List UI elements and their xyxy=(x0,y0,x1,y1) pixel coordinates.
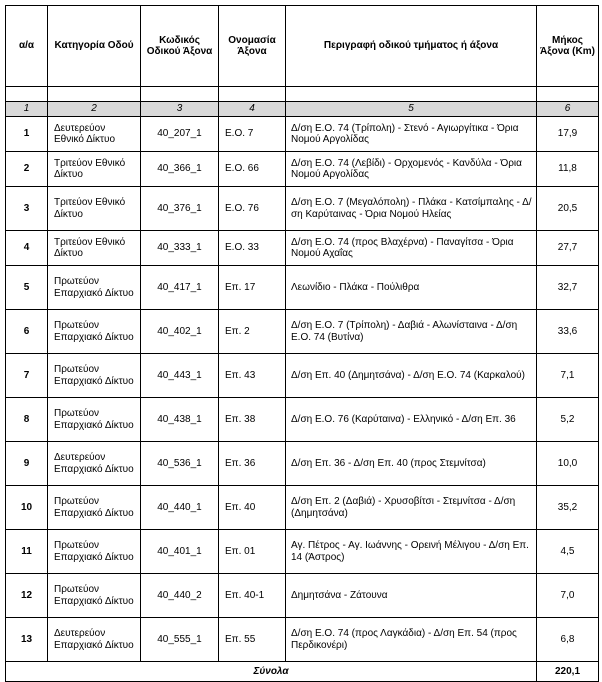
row-aa: 3 xyxy=(6,187,48,231)
column-number: 3 xyxy=(141,102,219,117)
table-row xyxy=(6,398,599,442)
row-aa: 11 xyxy=(6,530,48,574)
roads-table xyxy=(5,5,599,682)
row-code: 40_536_1 xyxy=(141,442,219,486)
row-category: Πρωτεύον Επαρχιακό Δίκτυο xyxy=(48,310,141,354)
total-value: 220,1 xyxy=(537,662,599,682)
row-code: 40_440_1 xyxy=(141,486,219,530)
row-description: Δ/ση Ε.Ο. 74 (Τρίπολη) - Στενό - Αγιωργίτικα - Όρια Νομού Αργολίδας xyxy=(286,117,537,152)
table-row xyxy=(6,117,599,152)
row-category: Πρωτεύον Επαρχιακό Δίκτυο xyxy=(48,486,141,530)
row-category: Πρωτεύον Επαρχιακό Δίκτυο xyxy=(48,574,141,618)
row-description: Δ/ση Επ. 2 (Δαβιά) - Χρυσοβίτσι - Στεμνίτσα - Δ/ση (Δημητσάνα) xyxy=(286,486,537,530)
row-description: Λεωνίδιο - Πλάκα - Πούλιθρα xyxy=(286,266,537,310)
header-aa: α/α xyxy=(6,6,48,87)
row-length: 6,8 xyxy=(537,618,599,662)
row-aa: 7 xyxy=(6,354,48,398)
column-number: 6 xyxy=(537,102,599,117)
table-row xyxy=(6,354,599,398)
table-row xyxy=(6,152,599,187)
column-number-row xyxy=(6,102,599,117)
row-description: Δ/ση Επ. 40 (Δημητσάνα) - Δ/ση Ε.Ο. 74 (Καρκαλού) xyxy=(286,354,537,398)
row-aa: 9 xyxy=(6,442,48,486)
row-name: Ε.Ο. 66 xyxy=(219,152,286,187)
column-number: 4 xyxy=(219,102,286,117)
header-code: Κωδικός Οδικού Άξονα xyxy=(141,6,219,87)
row-aa: 8 xyxy=(6,398,48,442)
row-name: Ε.Ο. 7 xyxy=(219,117,286,152)
row-aa: 4 xyxy=(6,231,48,266)
table-row xyxy=(6,618,599,662)
row-aa: 10 xyxy=(6,486,48,530)
row-code: 40_207_1 xyxy=(141,117,219,152)
column-number: 1 xyxy=(6,102,48,117)
row-length: 20,5 xyxy=(537,187,599,231)
header-category: Κατηγορία Οδού xyxy=(48,6,141,87)
table-row xyxy=(6,266,599,310)
row-name: Επ. 40 xyxy=(219,486,286,530)
row-length: 27,7 xyxy=(537,231,599,266)
row-description: Δ/ση Ε.Ο. 74 (προς Βλαχέρνα) - Παναγίτσα - Όρια Νομού Αχαΐας xyxy=(286,231,537,266)
row-category: Δευτερεύον Επαρχιακό Δίκτυο xyxy=(48,618,141,662)
row-description: Δ/ση Ε.Ο. 76 (Καρύταινα) - Ελληνικό - Δ/ση Επ. 36 xyxy=(286,398,537,442)
row-category: Δευτερεύον Επαρχιακό Δίκτυο xyxy=(48,442,141,486)
row-description: Δ/ση Ε.Ο. 7 (Μεγαλόπολη) - Πλάκα - Κατσίμπαλης - Δ/ση Καρύταινας - Όρια Νομού Ηλείας xyxy=(286,187,537,231)
row-description: Δ/ση Επ. 36 - Δ/ση Επ. 40 (προς Στεμνίτσα) xyxy=(286,442,537,486)
row-length: 17,9 xyxy=(537,117,599,152)
row-aa: 12 xyxy=(6,574,48,618)
row-description: Αγ. Πέτρος - Αγ. Ιωάννης - Ορεινή Μέλιγου - Δ/ση Επ. 14 (Άστρος) xyxy=(286,530,537,574)
row-category: Τριτεύον Εθνικό Δίκτυο xyxy=(48,231,141,266)
row-name: Επ. 40-1 xyxy=(219,574,286,618)
spacer-row xyxy=(6,87,599,102)
row-code: 40_438_1 xyxy=(141,398,219,442)
row-code: 40_417_1 xyxy=(141,266,219,310)
column-number: 5 xyxy=(286,102,537,117)
table-row xyxy=(6,442,599,486)
table-row xyxy=(6,486,599,530)
row-name: Επ. 55 xyxy=(219,618,286,662)
row-length: 32,7 xyxy=(537,266,599,310)
row-category: Πρωτεύον Επαρχιακό Δίκτυο xyxy=(48,398,141,442)
row-category: Τριτεύον Εθνικό Δίκτυο xyxy=(48,187,141,231)
row-aa: 1 xyxy=(6,117,48,152)
row-code: 40_333_1 xyxy=(141,231,219,266)
total-label: Σύνολα xyxy=(6,662,537,682)
column-number: 2 xyxy=(48,102,141,117)
row-category: Πρωτεύον Επαρχιακό Δίκτυο xyxy=(48,266,141,310)
row-code: 40_366_1 xyxy=(141,152,219,187)
row-category: Τριτεύον Εθνικό Δίκτυο xyxy=(48,152,141,187)
row-length: 7,0 xyxy=(537,574,599,618)
table-row xyxy=(6,574,599,618)
row-code: 40_440_2 xyxy=(141,574,219,618)
row-name: Επ. 2 xyxy=(219,310,286,354)
row-name: Επ. 01 xyxy=(219,530,286,574)
row-length: 33,6 xyxy=(537,310,599,354)
row-length: 4,5 xyxy=(537,530,599,574)
total-row xyxy=(6,662,599,682)
row-description: Δημητσάνα - Ζάτουνα xyxy=(286,574,537,618)
table-row xyxy=(6,187,599,231)
row-name: Επ. 17 xyxy=(219,266,286,310)
row-length: 5,2 xyxy=(537,398,599,442)
row-name: Ε.Ο. 76 xyxy=(219,187,286,231)
row-category: Πρωτεύον Επαρχιακό Δίκτυο xyxy=(48,530,141,574)
row-description: Δ/ση Ε.Ο. 7 (Τρίπολη) - Δαβιά - Αλωνίσταινα - Δ/ση Ε.Ο. 74 (Βυτίνα) xyxy=(286,310,537,354)
row-category: Δευτερεύον Εθνικό Δίκτυο xyxy=(48,117,141,152)
row-code: 40_555_1 xyxy=(141,618,219,662)
header-description: Περιγραφή οδικού τμήματος ή άξονα xyxy=(286,6,537,87)
row-code: 40_401_1 xyxy=(141,530,219,574)
header-length: Μήκος Άξονα (Km) xyxy=(537,6,599,87)
row-length: 11,8 xyxy=(537,152,599,187)
table-row xyxy=(6,310,599,354)
row-name: Επ. 38 xyxy=(219,398,286,442)
row-name: Επ. 36 xyxy=(219,442,286,486)
row-aa: 6 xyxy=(6,310,48,354)
row-aa: 13 xyxy=(6,618,48,662)
row-aa: 2 xyxy=(6,152,48,187)
table-row xyxy=(6,530,599,574)
header-name: Ονομασία Άξονα xyxy=(219,6,286,87)
row-code: 40_443_1 xyxy=(141,354,219,398)
row-length: 10,0 xyxy=(537,442,599,486)
row-aa: 5 xyxy=(6,266,48,310)
row-length: 35,2 xyxy=(537,486,599,530)
row-description: Δ/ση Ε.Ο. 74 (Λεβίδι) - Ορχομενός - Κανδύλα - Όρια Νομού Αργολίδας xyxy=(286,152,537,187)
row-description: Δ/ση Ε.Ο. 74 (προς Λαγκάδια) - Δ/ση Επ. 54 (προς Περδικονέρι) xyxy=(286,618,537,662)
row-code: 40_402_1 xyxy=(141,310,219,354)
row-name: Ε.Ο. 33 xyxy=(219,231,286,266)
row-category: Πρωτεύον Επαρχιακό Δίκτυο xyxy=(48,354,141,398)
row-name: Επ. 43 xyxy=(219,354,286,398)
row-length: 7,1 xyxy=(537,354,599,398)
table-row xyxy=(6,231,599,266)
row-code: 40_376_1 xyxy=(141,187,219,231)
header-row xyxy=(6,6,599,87)
